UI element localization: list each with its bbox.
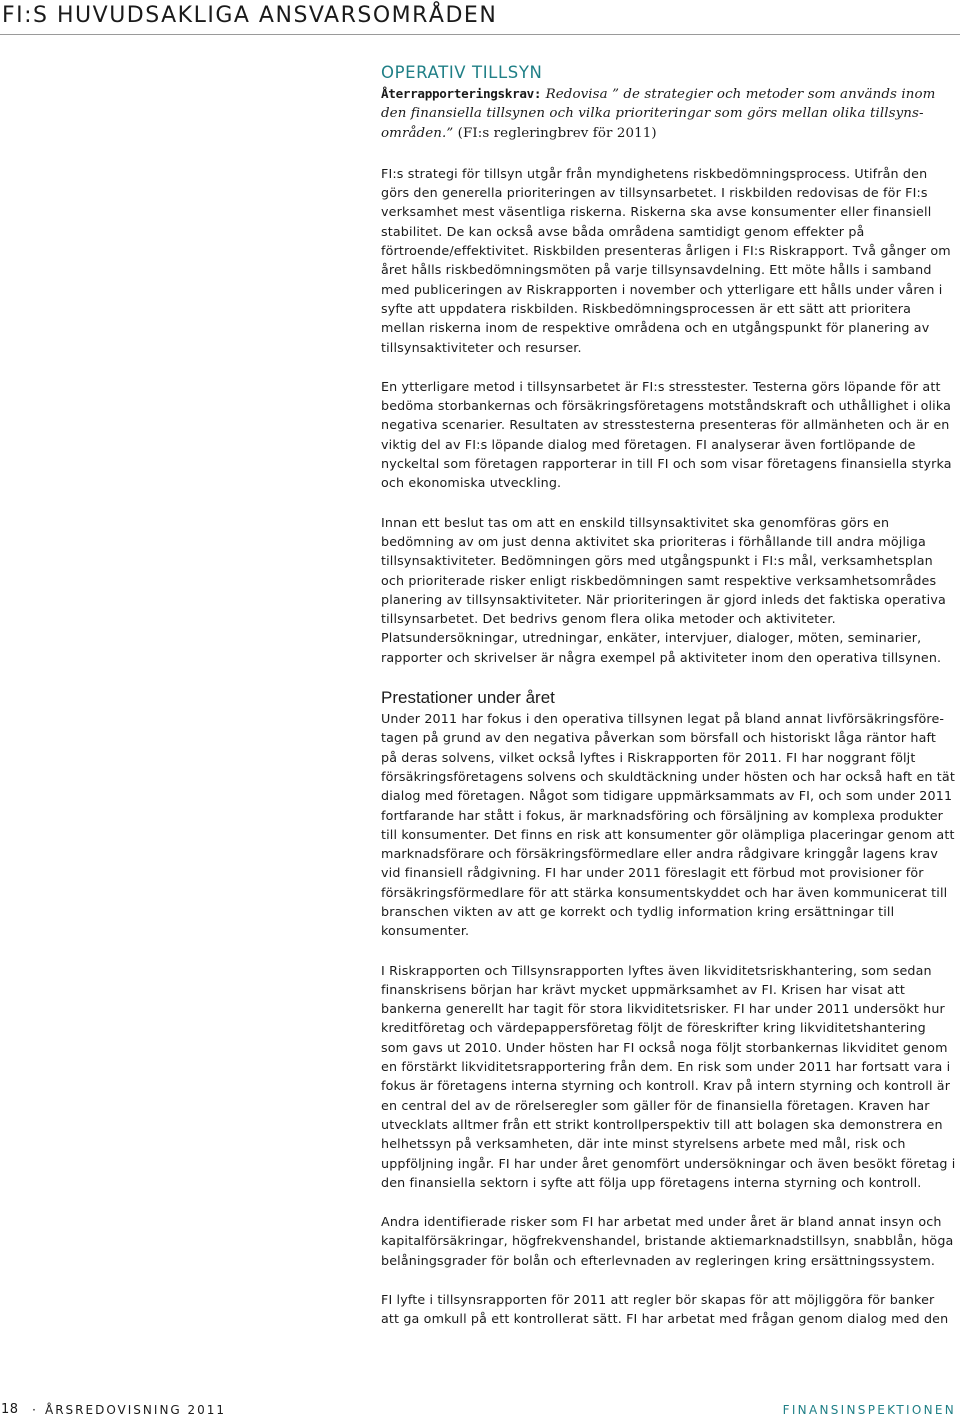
paragraph-liquidity: I Riskrapporten och Tillsynsrapporten lyftes även likviditetsriskhantering, som sedan finanskrisens början har krävt mycket uppmärksamhet av FI. Krisen har visat att bankerna generellt har tagit för stora likviditetsrisker. FI har under 2011 undersökt hur kreditföretag och värdepappersföretag följt de föreskrifter kring likviditetshantering som gavs ut 2010. Under hösten har FI också noga följt storbankernas likviditet genom en förstärkt likviditetsrapportering från dem. En risk som under 2011 har fortsatt vara i fokus är företagens interna styrning och kontroll. Krav på intern styrning och kontroll är en central del av de rörelseregler som gäller för de finansiella företagen. Kraven har utvecklats alltmer från ett strikt kontrollperspektiv till att bolagen ska demonstrera en helhetssyn på verksamheten, där inte minst styrelsens arbete med mål, risk och uppföljning ingår. FI har under året genomfört undersökningar och även besökt företag i den finansiella sektorn i syfte att följa upp företagens interna styrning och kontroll.	[381, 962, 956, 1190]
paragraph-prioritization: Innan ett beslut tas om att en enskild tillsynsaktivitet ska genomföras görs en bedömning av om just denna aktivitet ska prioriteras i förhållande till andra möjliga tillsynsaktiviteter. Bedömningen görs med utgångspunkt i FI:s mål, verksamhetsplan och prioriterade risker enligt riskbedömningen samt respektive verksamhetsområdes planering av tillsynsaktiviteter. När prioriteringen är gjord inleds det faktiska operativa tillsynsarbetet. Det bedrivs genom flera olika metoder och aktiviteter. Platsundersökningar, utredningar, enkäter, intervjuer, dialoger, möten, seminarier, rapporter och skrivelser är några exempel på aktiviteter inom den operativa tillsynen.	[381, 514, 946, 665]
page-number: 18	[1, 1402, 19, 1417]
page-footer	[0, 1402, 960, 1419]
reporting-requirement	[381, 84, 956, 143]
report-title: ÅRSREDOVISNING 2011	[45, 1403, 227, 1417]
organization-name: FINANSINSPEKTIONEN	[782, 1403, 956, 1417]
paragraph-stress-tests: En ytterligare metod i tillsynsarbetet är FI:s stresstester. Testerna görs löpande för att bedöma storbankernas och försäkringsföretagens motståndskraft och uthållighet i olika negativa scenarier. Resultaten av stresstesterna presenteras för allmänheten och är en viktig del av FI:s löpande dialog med företagen. FI analyserar även fortlöpande de nyckeltal som företagen rapporterar in till FI och som visar företagens finansiella styrka och ekonomiska utveckling.	[381, 378, 952, 491]
paragraph-life-insurance: Under 2011 har fokus i den operativa tillsynen legat på bland annat livförsäkringsföretagen på grund av den negativa påverkan som börsfall och historiskt låga räntor haft på deras solvens, vilket också lyftes i Riskrapporten för 2011. FI har noggrant följt försäkringsföretagens solvens och skuldtäckning under hösten och har också haft en tät dialog med företagen. Något som tidigare uppmärksammats av FI, och som under 2011 fortfarande har stått i fokus, är marknadsföring och försäljning av komplexa produkter till konsumenter. Det finns en risk att konsumenter gör olämpliga placeringar genom att marknadsförare och försäkringsförmedlare eller andra rådgivare kringgår lagens krav vid finansiell rådgivning. FI har under 2011 föreslagit ett förbud mot provisioner för försäkringsförmedlare för att stärka konsumentskyddet och har även kommunicerat till branschen vikten av att ge korrekt och tydlig information kring ersättningar till konsumenter.	[381, 711, 955, 939]
main-column	[381, 64, 956, 1329]
section-heading: OPERATIV TILLSYN	[381, 63, 543, 82]
requirement-label: Återrapporteringskrav:	[381, 86, 542, 101]
requirement-quote: Redovisa ” de strategier och metoder som används inom den finansiella tillsynen och vilka prioriteringar som görs mellan olika tillsynsområden.”	[381, 87, 936, 141]
page-header-title: FI:S HUVUDSAKLIGA ANSVARSOMRÅDEN	[2, 3, 498, 28]
subheading-achievements: Prestationer under året	[381, 688, 555, 708]
footer-separator: ·	[32, 1402, 38, 1417]
paragraph-bank-resolution: FI lyfte i tillsynsrapporten för 2011 att regler bör skapas för att möjliggöra för banker att ga omkull på ett kontrollerat sätt. FI har arbetat med frågan genom dialog med den	[381, 1292, 949, 1327]
paragraph-strategy: FI:s strategi för tillsyn utgår från myndighetens riskbedömningsprocess. Utifrån den görs den generella prioriteringen av tillsynsarbetet. I riskbilden redovisas de för FI:s verksamhet mest väsentliga riskerna. Riskerna ska avse konsumenter eller finansiell stabilitet. De kan också avse båda områdena samtidigt genom effekter på förtroende/effektivitet. Riskbilden presenteras årligen i FI:s Riskrapport. Två gånger om året hålls riskbedömningsmöten på varje tillsynsavdelning. Ett möte hålls i samband med publiceringen av Riskrapporten i november och ytterligare ett hålls under våren i syfte att uppdatera riskbilden. Riskbedömningsprocessen är ett sätt att prioritera mellan riskerna inom de respektive områdena och en utgångspunkt för planering av tillsynsaktiviteter och resurser.	[381, 165, 951, 355]
header-divider	[0, 34, 960, 35]
paragraph-other-risks: Andra identifierade risker som FI har arbetat med under året är bland annat insyn och kapitalförsäkringar, högfrekvenshandel, bristande aktiemarknadstillsyn, snabblån, höga belåningsgrader för bolån och efterlevnaden av regleringen kring ersättningssystem.	[381, 1214, 954, 1268]
requirement-reference: (FI:s regleringbrev för 2011)	[457, 125, 657, 141]
